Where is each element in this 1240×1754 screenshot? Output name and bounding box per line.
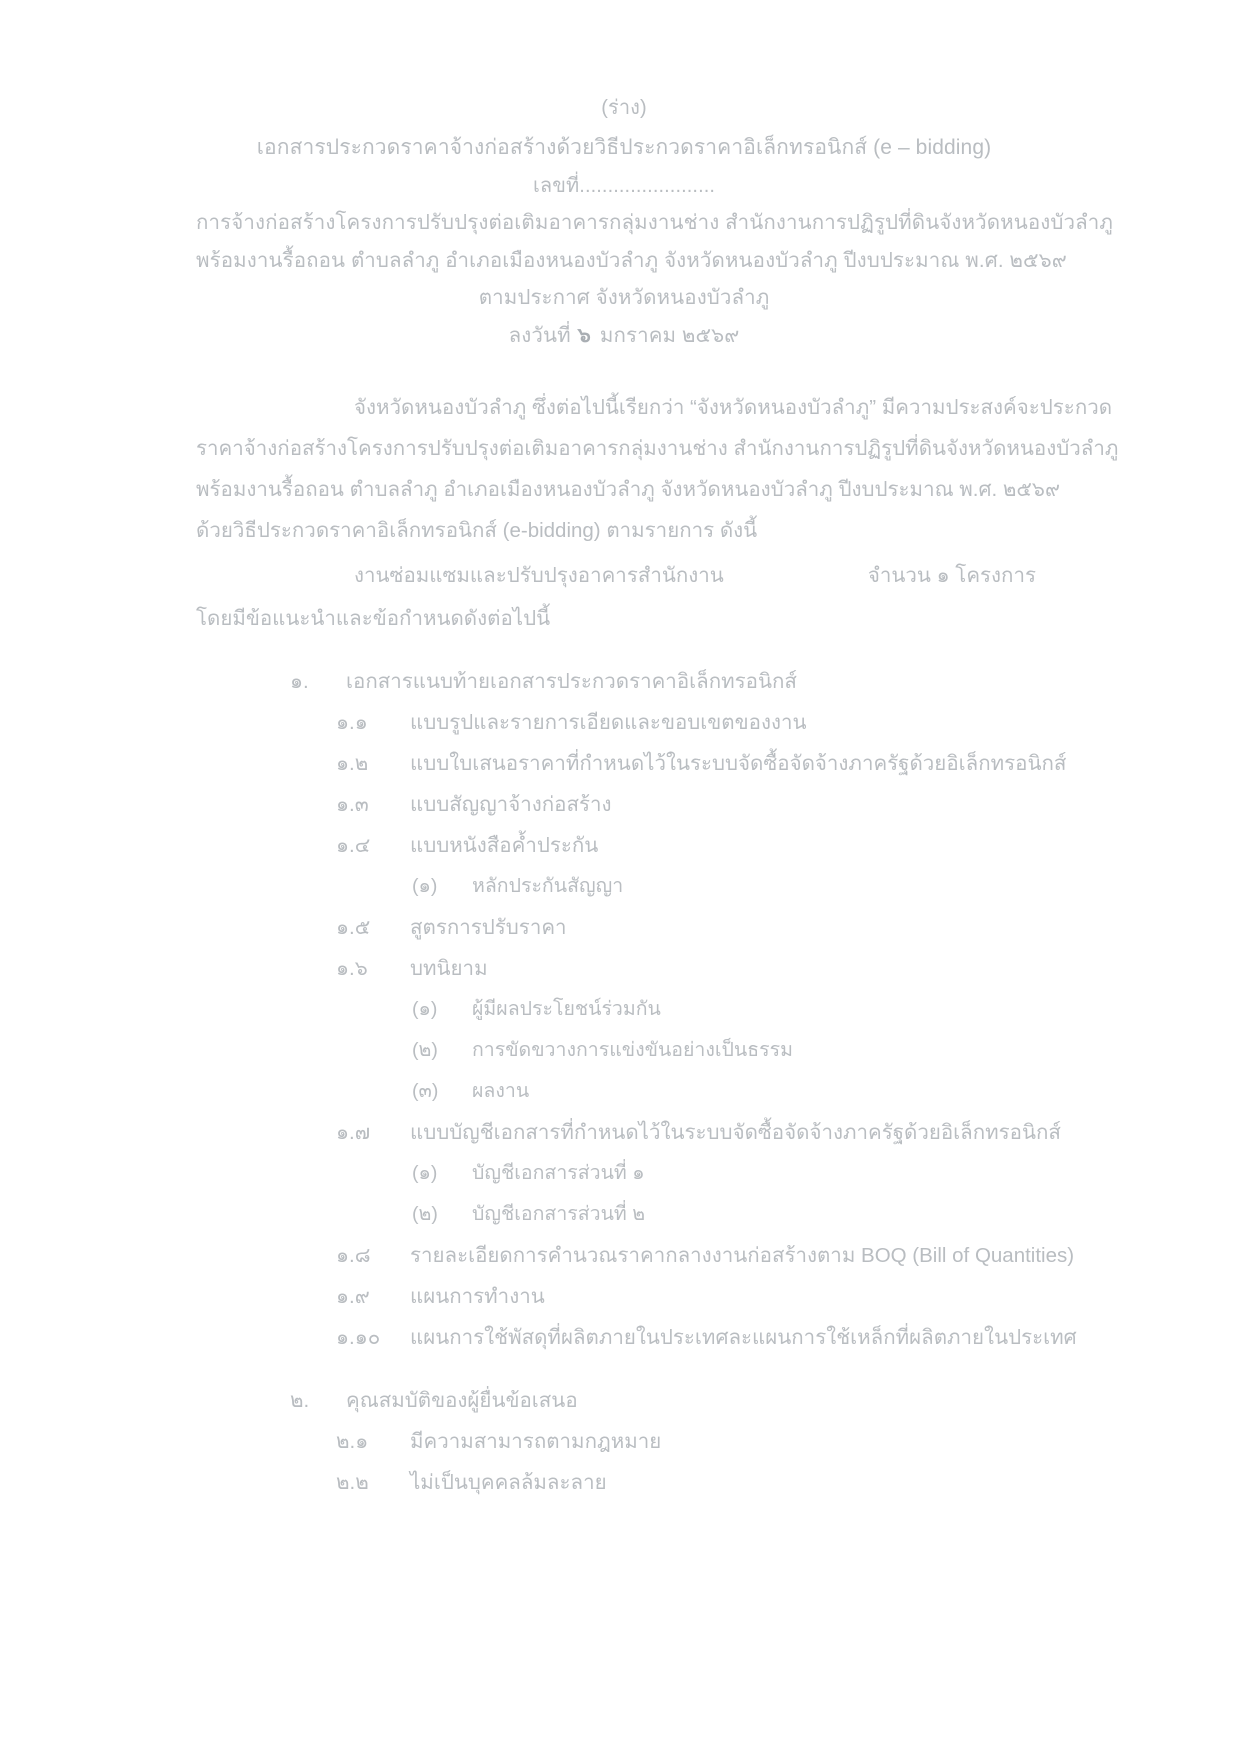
outline-item [196,1153,1052,1194]
intro-paragraph-line-4: ด้วยวิธีประกวดราคาอิเล็กทรอนิกส์ (e-bidding) ตามรายการ ดังนี้ [196,519,758,542]
outline-item-label: แบบบัญชีเอกสารที่กำหนดไว้ในระบบจัดซื้อจัดจ้างภาครัฐด้วยอิเล็กทรอนิกส์ [410,1121,1061,1144]
outline-item-marker: ๒. [290,1389,310,1412]
outline-item-marker: (๒) [412,1203,438,1225]
outline-item-marker: (๑) [412,875,438,897]
document-content [196,97,1119,1503]
outline-item-label: หลักประกันสัญญา [472,875,624,897]
intro-paragraph [196,387,1119,551]
outline-item [196,989,1052,1030]
outline-item [196,1194,1052,1235]
outline-item-label: ผู้มีผลประโยชน์ร่วมกัน [472,998,661,1020]
outline-item-label: ผลงาน [472,1080,530,1102]
outline-item-marker: ๑.๖ [336,957,368,980]
outline-item-label: เอกสารแนบท้ายเอกสารประกวดราคาอิเล็กทรอนิกส์ [346,670,797,693]
outline-item [196,1421,1052,1462]
signed-date-line [196,323,1052,347]
outline-item-label: คุณสมบัติของผู้ยื่นข้อเสนอ [346,1389,578,1412]
document-number-label: เลขที่........................ [532,175,716,197]
outline-item [196,1112,1061,1153]
outline-item [196,907,1052,948]
outline-list [196,661,1077,1503]
outline-item-marker: ๒.๑ [336,1430,369,1453]
outline-item-marker: (๑) [412,998,438,1020]
outline-item [196,1462,1052,1503]
outline-item [196,661,1052,702]
outline-item-marker: ๑.๒ [336,752,369,775]
outline-item-label: สูตรการปรับราคา [410,916,567,939]
outline-item [196,825,1052,866]
outline-item-marker: (๓) [412,1080,439,1102]
outline-item [196,1317,1077,1358]
outline-item-label: แบบหนังสือค้ำประกัน [410,834,599,857]
outline-item-label: บัญชีเอกสารส่วนที่ ๒ [472,1203,646,1225]
work-item-quantity: จำนวน ๑ โครงการ [867,564,1036,587]
outline-item-label: บัญชีเอกสารส่วนที่ ๑ [472,1162,645,1184]
outline-item [196,1071,1052,1112]
page-title: เอกสารประกวดราคาจ้างก่อสร้างด้วยวิธีประกวดราคาอิเล็กทรอนิกส์ (e – bidding) [256,136,992,159]
intro-paragraph-line-2: ราคาจ้างก่อสร้างโครงการปรับปรุงต่อเติมอาคารกลุ่มงานช่าง สำนักงานการปฏิรูปที่ดินจังหวัดหนองบัวลำภู [196,437,1119,460]
work-item-name: งานซ่อมแซมและปรับปรุงอาคารสำนักงาน [354,564,724,587]
lead-in-text: โดยมีข้อแนะนำและข้อกำหนดดังต่อไปนี้ [196,607,551,630]
outline-item-label: แผนการใช้พัสดุที่ผลิตภายในประเทศละแผนการใช้เหล็กที่ผลิตภายในประเทศ [410,1326,1077,1349]
intro-paragraph-line-3: พร้อมงานรื้อถอน ตำบลลำภู อำเภอเมืองหนองบัวลำภู จังหวัดหนองบัวลำภู ปีงบประมาณ พ.ศ. ๒๕๖๙ [196,478,1060,501]
outline-item-marker: ๑.๕ [336,916,371,939]
outline-item-marker: ๑.๘ [336,1244,371,1267]
outline-item-marker: ๑.๙ [336,1285,370,1308]
outline-item-marker: ๑.๑ [336,711,368,734]
date-prefix-label: ลงวันที่ [508,323,571,347]
outline-item-label: มีความสามารถตามกฎหมาย [410,1430,662,1453]
outline-item-marker: ๑.๑๐ [336,1326,381,1349]
subject-line-1: การจ้างก่อสร้างโครงการปรับปรุงต่อเติมอาคารกลุ่มงานช่าง สำนักงานการปฏิรูปที่ดินจังหวัดหนองบัวลำภู [196,211,1113,234]
outline-item-marker: ๑.๓ [336,793,369,816]
outline-item-marker: ๑.๔ [336,834,371,857]
outline-item-label: แบบรูปและรายการเอียดและขอบเขตของงาน [410,711,807,734]
outline-item [196,866,1052,907]
work-item-row [196,555,1052,596]
outline-item-marker: ๑.๗ [336,1121,371,1144]
outline-item-label: รายละเอียดการคำนวณราคากลางงานก่อสร้างตาม BOQ (Bill of Quantities) [410,1244,1075,1267]
document-header [196,97,1113,347]
outline-item [196,784,1052,825]
subject-line-2: พร้อมงานรื้อถอน ตำบลลำภู อำเภอเมืองหนองบัวลำภู จังหวัดหนองบัวลำภู ปีงบประมาณ พ.ศ. ๒๕๖๙ [196,248,1067,272]
draft-label: (ร่าง) [601,97,647,119]
outline-item-label: ไม่เป็นบุคคลล้มละลาย [410,1471,607,1494]
outline-item [196,702,1052,743]
outline-item [196,1235,1075,1276]
date-month-year-value: มกราคม ๒๕๖๙ [599,323,740,347]
outline-item-label: การขัดขวางการแข่งขันอย่างเป็นธรรม [472,1039,793,1061]
outline-item-marker: ๒.๒ [336,1471,369,1494]
date-day-value: ๖ [577,323,591,347]
outline-item [196,1380,1052,1421]
outline-item-marker: (๑) [412,1162,438,1184]
outline-item-label: แบบสัญญาจ้างก่อสร้าง [410,793,612,816]
intro-paragraph-line-1: จังหวัดหนองบัวลำภู ซึ่งต่อไปนี้เรียกว่า “จังหวัดหนองบัวลำภู” มีความประสงค์จะประกวด [354,396,1113,419]
outline-item-label: แผนการทำงาน [410,1285,545,1308]
outline-item-label: บทนิยาม [410,957,488,980]
outline-item [196,1276,1052,1317]
outline-item [196,948,1052,989]
outline-item-label: แบบใบเสนอราคาที่กำหนดไว้ในระบบจัดซื้อจัดจ้างภาครัฐด้วยอิเล็กทรอนิกส์ [410,752,1067,775]
outline-item [196,1030,1052,1071]
outline-item-marker: (๒) [412,1039,438,1061]
section-gap [196,1358,1052,1374]
outline-item [196,743,1067,784]
announcement-line: ตามประกาศ จังหวัดหนองบัวลำภู [478,286,770,309]
outline-item-marker: ๑. [290,670,309,693]
